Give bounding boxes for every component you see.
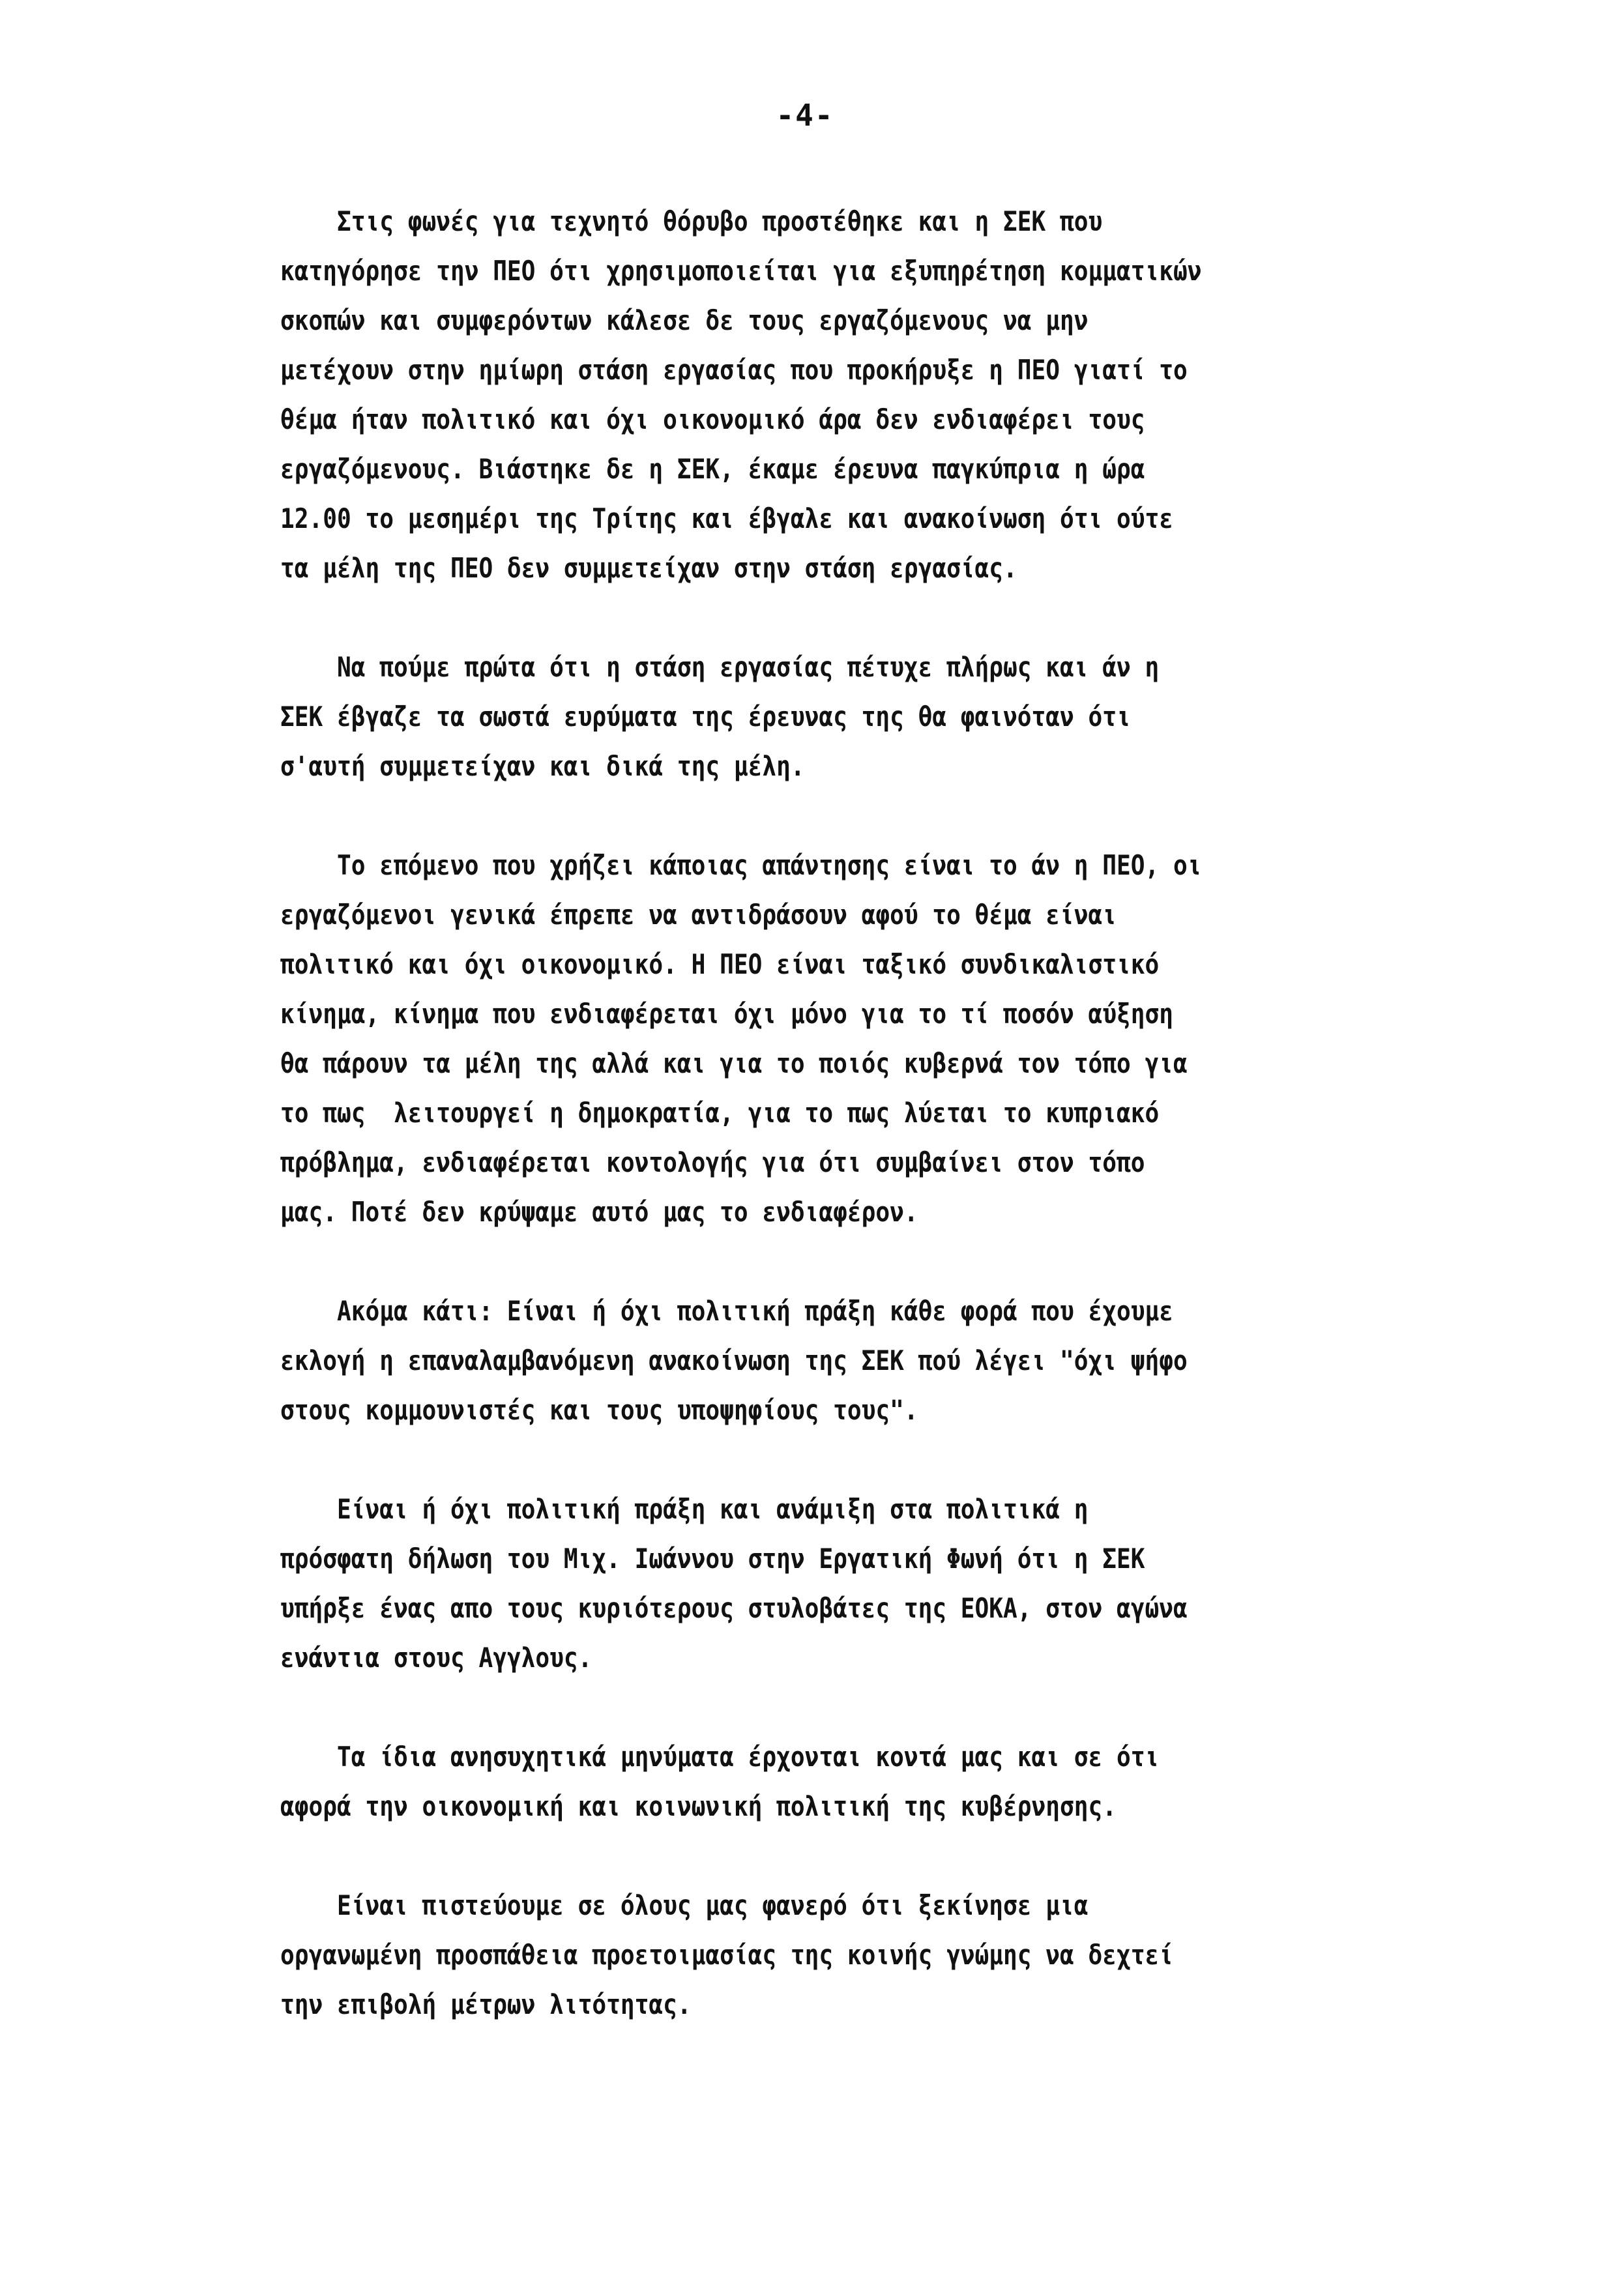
text-line: οργανωμένη προσπάθεια προετοιμασίας της κοινής γνώμης να δεχτεί [280,1939,1174,1971]
text-line: Τα ίδια ανησυχητικά μηνύματα έρχονται κοντά μας και σε ότι [280,1741,1160,1773]
text-line: σκοπών και συμφερόντων κάλεσε δε τους εργαζόμενους να μην [280,304,1089,336]
text-line: Να πούμε πρώτα ότι η στάση εργασίας πέτυχε πλήρως και άν η [280,651,1160,683]
page-number: -4- [776,98,834,133]
text-line: εργαζόμενοι γενικά έπρεπε να αντιδράσουν αφού το θέμα είναι [280,899,1117,931]
text-line: Το επόμενο που χρήζει κάποιας απάντησης είναι το άν η ΠΕΟ, οι [280,849,1202,881]
paragraph-7 [280,1881,1199,2029]
text-line: πρόβλημα, ενδιαφέρεται κοντολογής για ότι συμβαίνει στον τόπο [280,1146,1145,1178]
text-line: πολιτικό και όχι οικονομικό. Η ΠΕΟ είναι ταξικό συνδικαλιστικό [280,948,1160,980]
text-line: Είναι ή όχι πολιτική πράξη και ανάμιξη στα πολιτικά η [280,1493,1089,1525]
text-line: κατηγόρησε την ΠΕΟ ότι χρησιμοποιείται για εξυπηρέτηση κομματικών [280,255,1202,287]
paragraph-2 [280,643,1199,791]
text-line: Στις φωνές για τεχνητό θόρυβο προστέθηκε και η ΣΕΚ που [280,205,1103,237]
text-line: κίνημα, κίνημα που ενδιαφέρεται όχι μόνο για το τί ποσόν αύξηση [280,998,1174,1030]
paragraph-3 [280,841,1202,1237]
text-line: στους κομμουνιστές και τους υποψηφίους τους". [280,1394,918,1426]
text-line: την επιβολή μέτρων λιτότητας. [280,1988,692,2020]
text-line: υπήρξε ένας απο τους κυριότερους στυλοβάτες της ΕΟΚΑ, στον αγώνα [280,1592,1188,1624]
paragraph-4 [280,1286,1199,1435]
paragraph-1 [280,197,1202,593]
text-line: ΣΕΚ έβγαζε τα σωστά ευρύματα της έρευνας της θα φαινόταν ότι [280,701,1131,733]
text-line: μας. Ποτέ δεν κρύψαμε αυτό μας το ενδιαφέρον. [280,1196,918,1228]
text-line: θα πάρουν τα μέλη της αλλά και για το ποιός κυβερνά τον τόπο για [280,1047,1188,1079]
text-line: 12.00 το μεσημέρι της Τρίτης και έβγαλε και ανακοίνωση ότι ούτε [280,502,1174,534]
text-line: τα μέλη της ΠΕΟ δεν συμμετείχαν στην στάση εργασίας. [280,552,1017,584]
text-line: εργαζόμενους. Βιάστηκε δε η ΣΕΚ, έκαμε έρευνα παγκύπρια η ώρα [280,453,1145,485]
text-line: σ'αυτή συμμετείχαν και δικά της μέλη. [280,750,805,782]
text-line: Ακόμα κάτι: Είναι ή όχι πολιτική πράξη κάθε φορά που έχουμε [280,1295,1174,1327]
paragraph-5 [280,1485,1199,1683]
text-line: Είναι πιστεύουμε σε όλους μας φανερό ότι ξεκίνησε μια [280,1889,1089,1921]
text-line: αφορά την οικονομική και κοινωνική πολιτική της κυβέρνησης. [280,1790,1117,1822]
text-line: εκλογή η επαναλαμβανόμενη ανακοίνωση της ΣΕΚ πού λέγει "όχι ψήφο [280,1344,1188,1376]
paragraph-6 [280,1732,1199,1831]
text-line: μετέχουν στην ημίωρη στάση εργασίας που προκήρυξε η ΠΕΟ γιατί το [280,354,1188,386]
text-line: θέμα ήταν πολιτικό και όχι οικονομικό άρα δεν ενδιαφέρει τους [280,403,1145,435]
text-line: το πως λειτουργεί η δημοκρατία, για το πως λύεται το κυπριακό [280,1097,1160,1129]
text-line: ενάντια στους Αγγλους. [280,1642,592,1674]
text-line: πρόσφατη δήλωση του Μιχ. Ιωάννου στην Εργατική Φωνή ότι η ΣΕΚ [280,1543,1145,1575]
body-text [280,197,1202,2079]
